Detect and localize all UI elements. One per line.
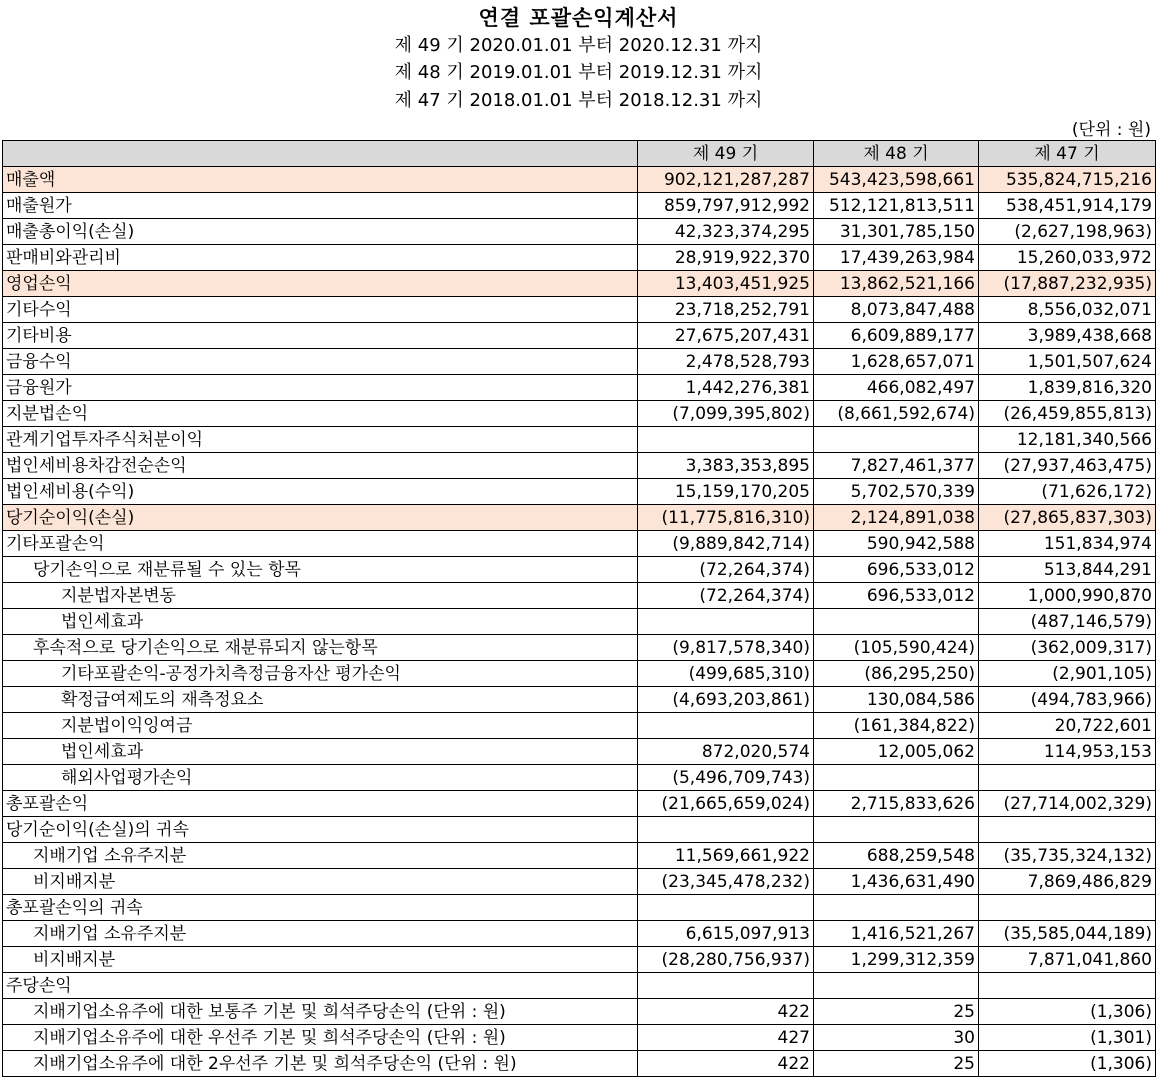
table-row	[3, 427, 1156, 453]
row-value-47: 1,501,507,624	[979, 349, 1156, 375]
row-label: 기타수익	[3, 297, 638, 323]
row-label: 지분법손익	[3, 401, 638, 427]
table-row	[3, 713, 1156, 739]
period-line-48: 제 48 기 2019.01.01 부터 2019.12.31 까지	[394, 62, 763, 83]
row-label: 법인세효과	[3, 739, 638, 765]
row-value-49: 422	[638, 999, 814, 1025]
row-value-47	[979, 895, 1156, 921]
row-value-48: 30	[814, 1025, 979, 1051]
table-row	[3, 271, 1156, 297]
row-value-47: 151,834,974	[979, 531, 1156, 557]
row-label: 법인세비용(수익)	[3, 479, 638, 505]
row-label: 매출총이익(손실)	[3, 219, 638, 245]
row-label: 비지배지분	[3, 947, 638, 973]
row-value-48: 2,124,891,038	[814, 505, 979, 531]
row-value-49: 2,478,528,793	[638, 349, 814, 375]
table-row	[3, 297, 1156, 323]
row-value-48: 7,827,461,377	[814, 453, 979, 479]
row-label: 지배기업소유주에 대한 2우선주 기본 및 희석주당손익 (단위 : 원)	[3, 1051, 638, 1077]
row-value-48: (8,661,592,674)	[814, 401, 979, 427]
row-label: 해외사업평가손익	[3, 765, 638, 791]
table-row	[3, 635, 1156, 661]
table-row	[3, 167, 1156, 193]
table-row	[3, 609, 1156, 635]
table-row	[3, 817, 1156, 843]
row-value-48: 590,942,588	[814, 531, 979, 557]
row-value-49	[638, 973, 814, 999]
row-value-47: 20,722,601	[979, 713, 1156, 739]
row-value-48: 25	[814, 999, 979, 1025]
row-value-49: (499,685,310)	[638, 661, 814, 687]
row-label: 기타포괄손익	[3, 531, 638, 557]
row-value-47: (35,735,324,132)	[979, 843, 1156, 869]
row-value-47: 15,260,033,972	[979, 245, 1156, 271]
row-value-48: 6,609,889,177	[814, 323, 979, 349]
row-label: 기타포괄손익-공정가치측정금융자산 평가손익	[3, 661, 638, 687]
table-row	[3, 947, 1156, 973]
table-body	[3, 167, 1156, 1077]
income-statement-table	[2, 140, 1156, 1077]
table-row	[3, 869, 1156, 895]
row-value-49: (21,665,659,024)	[638, 791, 814, 817]
table-row	[3, 505, 1156, 531]
row-value-47: 12,181,340,566	[979, 427, 1156, 453]
row-value-47: (2,627,198,963)	[979, 219, 1156, 245]
row-value-47: 8,556,032,071	[979, 297, 1156, 323]
row-value-48: 13,862,521,166	[814, 271, 979, 297]
row-label: 영업손익	[3, 271, 638, 297]
row-value-47: 114,953,153	[979, 739, 1156, 765]
row-value-49: 28,919,922,370	[638, 245, 814, 271]
row-label: 판매비와관리비	[3, 245, 638, 271]
row-label: 확정급여제도의 재측정요소	[3, 687, 638, 713]
row-value-49: 1,442,276,381	[638, 375, 814, 401]
row-value-47: (26,459,855,813)	[979, 401, 1156, 427]
row-value-49: (72,264,374)	[638, 557, 814, 583]
table-row	[3, 245, 1156, 271]
row-value-48: (105,590,424)	[814, 635, 979, 661]
table-row	[3, 895, 1156, 921]
row-value-48: 466,082,497	[814, 375, 979, 401]
document-title: 연결 포괄손익계산서	[478, 6, 679, 30]
table-row	[3, 791, 1156, 817]
table-row	[3, 1025, 1156, 1051]
row-value-48	[814, 895, 979, 921]
row-value-47: (494,783,966)	[979, 687, 1156, 713]
row-value-49: 42,323,374,295	[638, 219, 814, 245]
row-value-47: (27,865,837,303)	[979, 505, 1156, 531]
row-label: 지배기업소유주에 대한 보통주 기본 및 희석주당손익 (단위 : 원)	[3, 999, 638, 1025]
row-value-49: 427	[638, 1025, 814, 1051]
table-row	[3, 765, 1156, 791]
row-value-49	[638, 427, 814, 453]
row-value-48: 17,439,263,984	[814, 245, 979, 271]
row-value-48: 1,299,312,359	[814, 947, 979, 973]
row-value-48: (86,295,250)	[814, 661, 979, 687]
row-value-49: (5,496,709,743)	[638, 765, 814, 791]
row-value-49: 3,383,353,895	[638, 453, 814, 479]
row-value-47: 535,824,715,216	[979, 167, 1156, 193]
row-label: 금융수익	[3, 349, 638, 375]
row-label: 비지배지분	[3, 869, 638, 895]
row-value-48: 31,301,785,150	[814, 219, 979, 245]
table-row	[3, 843, 1156, 869]
row-value-47	[979, 973, 1156, 999]
table-row	[3, 999, 1156, 1025]
row-value-47: 513,844,291	[979, 557, 1156, 583]
table-row	[3, 479, 1156, 505]
period-line-49: 제 49 기 2020.01.01 부터 2020.12.31 까지	[394, 35, 763, 56]
row-value-48: 1,436,631,490	[814, 869, 979, 895]
row-value-49	[638, 609, 814, 635]
column-header-48: 제 48 기	[814, 141, 979, 167]
row-value-48	[814, 609, 979, 635]
row-value-48	[814, 427, 979, 453]
table-row	[3, 349, 1156, 375]
row-value-48	[814, 973, 979, 999]
table-row	[3, 557, 1156, 583]
row-value-49: (4,693,203,861)	[638, 687, 814, 713]
table-row	[3, 973, 1156, 999]
row-label: 매출액	[3, 167, 638, 193]
row-value-47: (71,626,172)	[979, 479, 1156, 505]
table-row	[3, 453, 1156, 479]
row-label: 법인세비용차감전순손익	[3, 453, 638, 479]
row-value-49: 15,159,170,205	[638, 479, 814, 505]
row-value-47: 1,000,990,870	[979, 583, 1156, 609]
row-value-49: (9,817,578,340)	[638, 635, 814, 661]
row-value-48: 512,121,813,511	[814, 193, 979, 219]
row-value-47	[979, 765, 1156, 791]
row-value-49: (23,345,478,232)	[638, 869, 814, 895]
row-value-49: 13,403,451,925	[638, 271, 814, 297]
table-row	[3, 323, 1156, 349]
row-value-47: (1,301)	[979, 1025, 1156, 1051]
row-label: 매출원가	[3, 193, 638, 219]
row-label: 지배기업소유주에 대한 우선주 기본 및 희석주당손익 (단위 : 원)	[3, 1025, 638, 1051]
row-value-49: 11,569,661,922	[638, 843, 814, 869]
row-value-48: 12,005,062	[814, 739, 979, 765]
row-value-48: 5,702,570,339	[814, 479, 979, 505]
row-value-49: 902,121,287,287	[638, 167, 814, 193]
row-label: 기타비용	[3, 323, 638, 349]
row-value-48: 8,073,847,488	[814, 297, 979, 323]
row-label: 총포괄손익의 귀속	[3, 895, 638, 921]
row-value-49: 6,615,097,913	[638, 921, 814, 947]
row-label: 당기순이익(손실)의 귀속	[3, 817, 638, 843]
table-row	[3, 375, 1156, 401]
row-value-47: (1,306)	[979, 999, 1156, 1025]
row-value-47: (1,306)	[979, 1051, 1156, 1077]
row-label: 관계기업투자주식처분이익	[3, 427, 638, 453]
row-value-49: 27,675,207,431	[638, 323, 814, 349]
table-row	[3, 1051, 1156, 1077]
row-value-48	[814, 765, 979, 791]
column-header-label	[3, 141, 638, 167]
table-row	[3, 193, 1156, 219]
row-value-47: 3,989,438,668	[979, 323, 1156, 349]
row-value-49	[638, 895, 814, 921]
row-label: 지분법자본변동	[3, 583, 638, 609]
row-value-47: (2,901,105)	[979, 661, 1156, 687]
row-value-47: (487,146,579)	[979, 609, 1156, 635]
row-value-49	[638, 817, 814, 843]
row-value-48: 688,259,548	[814, 843, 979, 869]
row-value-49: (9,889,842,714)	[638, 531, 814, 557]
row-label: 당기순이익(손실)	[3, 505, 638, 531]
row-value-48: 696,533,012	[814, 557, 979, 583]
row-value-47: (35,585,044,189)	[979, 921, 1156, 947]
row-value-47: 538,451,914,179	[979, 193, 1156, 219]
table-header-row	[3, 141, 1156, 167]
row-label: 당기손익으로 재분류될 수 있는 항목	[3, 557, 638, 583]
row-value-49: (11,775,816,310)	[638, 505, 814, 531]
row-value-48: 1,416,521,267	[814, 921, 979, 947]
table-row	[3, 661, 1156, 687]
row-value-47: (362,009,317)	[979, 635, 1156, 661]
unit-label: (단위 : 원)	[1071, 120, 1151, 140]
row-label: 법인세효과	[3, 609, 638, 635]
row-value-48	[814, 817, 979, 843]
row-label: 주당손익	[3, 973, 638, 999]
row-value-48: 130,084,586	[814, 687, 979, 713]
row-value-49: 23,718,252,791	[638, 297, 814, 323]
row-label: 금융원가	[3, 375, 638, 401]
row-value-47: (27,937,463,475)	[979, 453, 1156, 479]
row-label: 지배기업 소유주지분	[3, 921, 638, 947]
row-value-48: 25	[814, 1051, 979, 1077]
row-label: 지분법이익잉여금	[3, 713, 638, 739]
table-row	[3, 687, 1156, 713]
row-label: 총포괄손익	[3, 791, 638, 817]
row-value-47: (17,887,232,935)	[979, 271, 1156, 297]
row-label: 후속적으로 당기손익으로 재분류되지 않는항목	[3, 635, 638, 661]
row-value-47: (27,714,002,329)	[979, 791, 1156, 817]
table-row	[3, 739, 1156, 765]
table-row	[3, 219, 1156, 245]
row-value-49: 872,020,574	[638, 739, 814, 765]
row-value-48: 2,715,833,626	[814, 791, 979, 817]
row-value-49: 859,797,912,992	[638, 193, 814, 219]
column-header-49: 제 49 기	[638, 141, 814, 167]
row-value-49: (72,264,374)	[638, 583, 814, 609]
row-value-49: (7,099,395,802)	[638, 401, 814, 427]
row-value-47: 7,871,041,860	[979, 947, 1156, 973]
row-value-49	[638, 713, 814, 739]
row-value-48: 696,533,012	[814, 583, 979, 609]
period-line-47: 제 47 기 2018.01.01 부터 2018.12.31 까지	[394, 90, 763, 111]
column-header-47: 제 47 기	[979, 141, 1156, 167]
row-value-47: 1,839,816,320	[979, 375, 1156, 401]
row-label: 지배기업 소유주지분	[3, 843, 638, 869]
row-value-48: 543,423,598,661	[814, 167, 979, 193]
table-row	[3, 921, 1156, 947]
row-value-48: 1,628,657,071	[814, 349, 979, 375]
table-row	[3, 531, 1156, 557]
row-value-48: (161,384,822)	[814, 713, 979, 739]
table-row	[3, 401, 1156, 427]
table-row	[3, 583, 1156, 609]
row-value-47	[979, 817, 1156, 843]
row-value-49: (28,280,756,937)	[638, 947, 814, 973]
row-value-49: 422	[638, 1051, 814, 1077]
row-value-47: 7,869,486,829	[979, 869, 1156, 895]
